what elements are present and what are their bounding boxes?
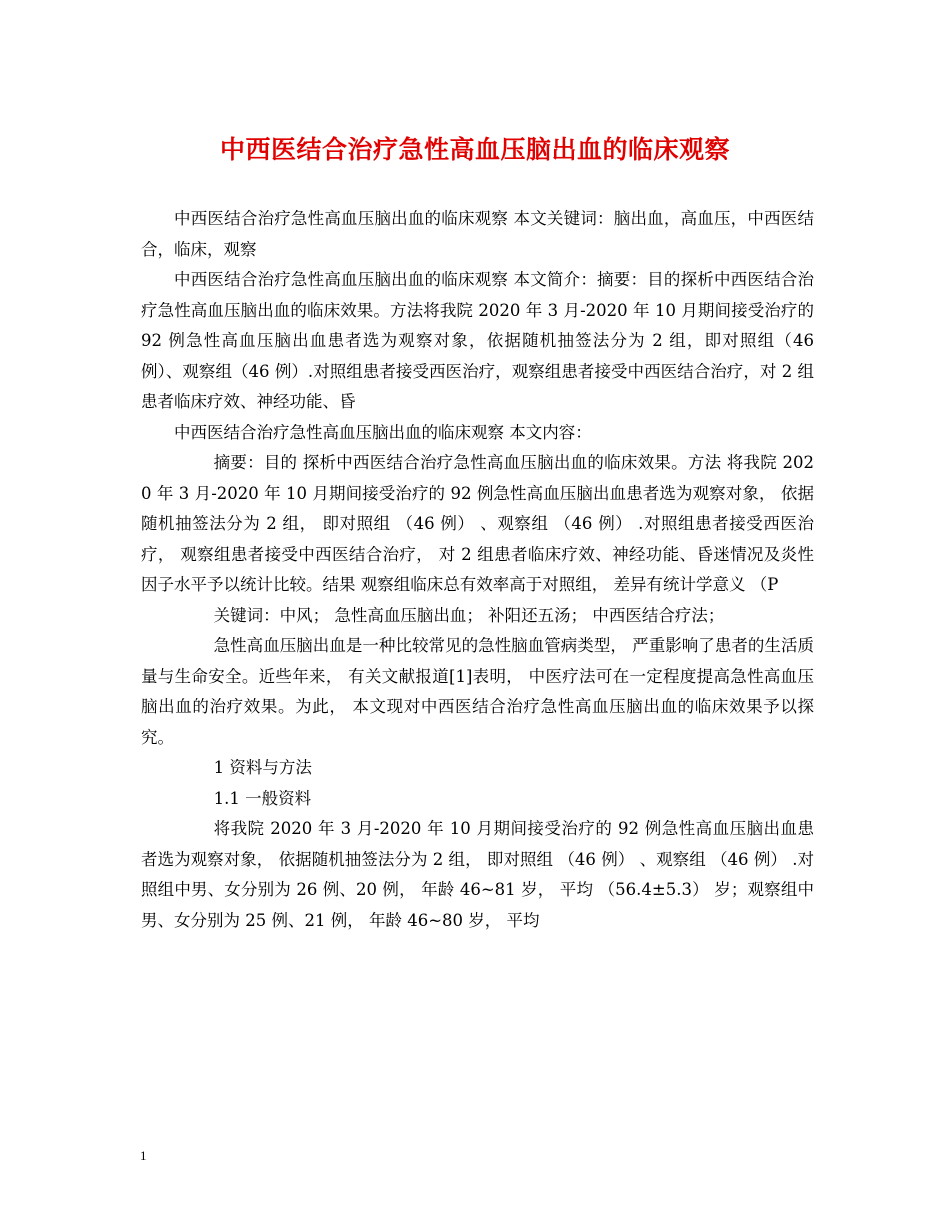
document-body xyxy=(141,204,814,936)
keywords-paragraph: 中西医结合治疗急性高血压脑出血的临床观察 本文关键词：脑出血，高血压，中西医结合，临床，观察 xyxy=(141,209,814,259)
keywords-line: 关键词：中风； 急性高血压脑出血； 补阳还五汤； 中西医结合疗法； xyxy=(213,605,725,625)
document-title: 中西医结合治疗急性高血压脑出血的临床观察 xyxy=(219,135,730,164)
introduction-paragraph: 急性高血压脑出血是一种比较常见的急性脑血管病类型， 严重影响了患者的生活质量与生命安全。近些年来， 有关文献报道[1]表明， 中医疗法可在一定程度提高急性高血压脑出血的治疗效果。为此， 本文现对中西医结合治疗急性高血压脑出血的临床效果予以探究。 xyxy=(141,636,814,747)
abstract-paragraph: 摘要：目的 探析中西医结合治疗急性高血压脑出血的临床效果。方法 将我院 2020 年 3 月-2020 年 10 月期间接受治疗的 92 例急性高血压脑出血患者选为观察对象， 依据随机抽签法分为 2 组， 即对照组 （46 例） 、观察组 （46 例） .对照组患者接受西医治疗， 观察组患者接受中西医结合治疗， 对 2 组患者临床疗效、神经功能、昏迷情况及炎性因子水平予以统计比较。结果 观察组临床总有效率高于对照组， 差异有统计学意义 （P xyxy=(141,453,814,594)
page-number: 1 xyxy=(140,1148,147,1163)
general-data-paragraph: 将我院 2020 年 3 月-2020 年 10 月期间接受治疗的 92 例急性高血压脑出血患者选为观察对象， 依据随机抽签法分为 2 组， 即对照组 （46 例） 、观察组 （46 例） .对照组中男、女分别为 26 例、20 例， 年龄 46~81 岁， 平均 （56.4±5.3） 岁；观察组中男、女分别为 25 例、21 例， 年龄 46~80 岁， 平均 xyxy=(141,819,814,930)
section-heading-1: 1 资料与方法 xyxy=(213,758,312,777)
summary-paragraph: 中西医结合治疗急性高血压脑出血的临床观察 本文简介：摘要：目的探析中西医结合治疗急性高血压脑出血的临床效果。方法将我院 2020 年 3 月-2020 年 10 月期间接受治疗的 92 例急性高血压脑出血患者选为观察对象，依据随机抽签法分为 2 组，即对照组（46 例）、观察组（46 例）.对照组患者接受西医治疗，观察组患者接受中西医结合治疗，对 2 组患者临床疗效、神经功能、昏 xyxy=(141,270,814,411)
section-heading-1-1: 1.1 一般资料 xyxy=(213,788,312,808)
content-intro-paragraph: 中西医结合治疗急性高血压脑出血的临床观察 本文内容： xyxy=(174,422,592,442)
